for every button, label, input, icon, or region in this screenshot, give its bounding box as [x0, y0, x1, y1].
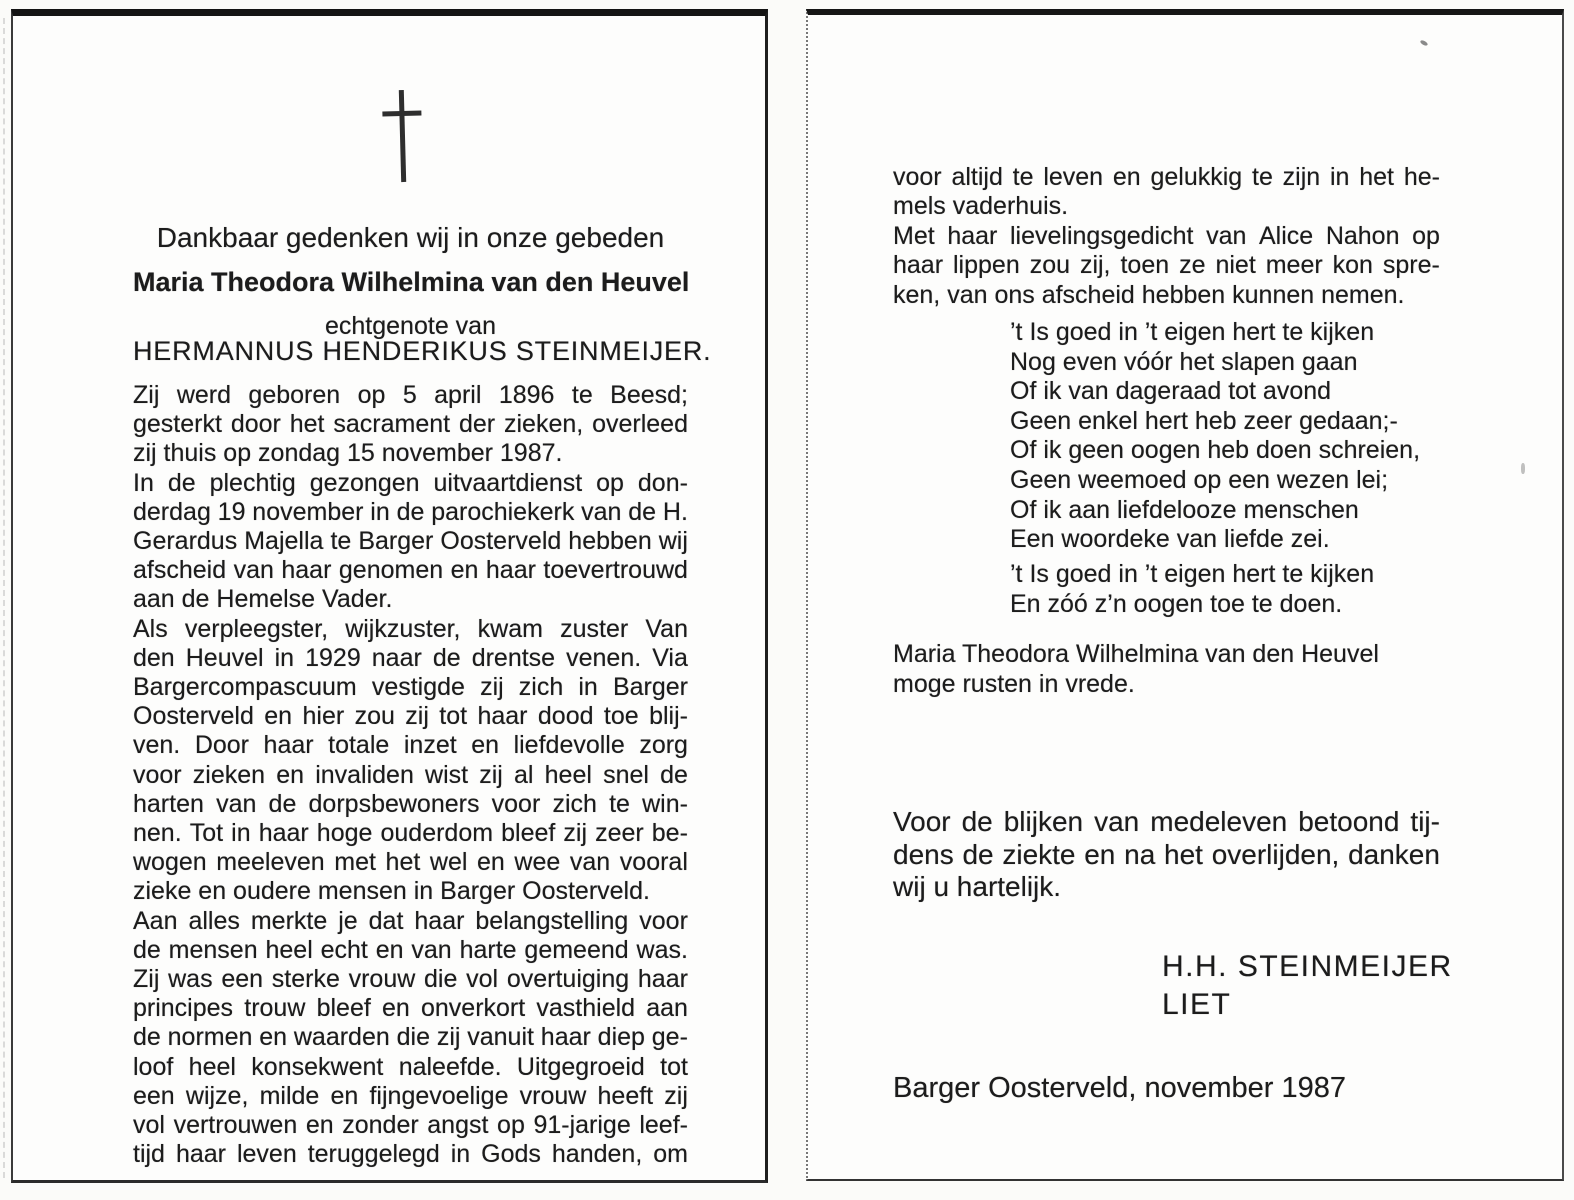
place-and-date: Barger Oosterveld, november 1987: [893, 1072, 1346, 1104]
scan-speck: [1521, 463, 1525, 474]
rest-in-peace-text: Maria Theodora Wilhelmina van den Heuvel moge rusten in vrede.: [893, 640, 1379, 698]
relation-line: echtgenote van: [325, 312, 496, 340]
signature-name-line1: H.H. STEINMEIJER: [1162, 950, 1453, 983]
poem-stanza-1: ’t Is goed in ’t eigen hert te kijken Nog even vóór het slapen gaan Of ik van dageraad tot avond Geen enkel hert heb zeer gedaan;- Of ik geen oogen heb doen schreien, Geen weemoed op een wezen lei; Of ik aan liefdelooze menschen Een woordeke van liefde zei.: [1010, 318, 1421, 554]
intro-line: Dankbaar gedenken wij in onze gebeden: [156, 222, 665, 253]
cross-horizontal-bar: [382, 111, 421, 117]
scan-edge-artifact: [3, 18, 5, 1178]
acknowledgement-text: Voor de blijken van medeleven betoond tij- dens de ziekte en na het overlijden, danken wij u hartelijk.: [893, 806, 1440, 902]
scan-speck: [1420, 39, 1429, 46]
memorial-card-right-page: [806, 9, 1564, 1181]
continuation-text: voor altijd te leven en gelukkig te zijn in het he- mels vaderhuis. Met haar lievelingsgedicht van Alice Nahon op haar lippen zou zij, toen ze niet meer kon spre- ken, van ons afscheid hebben kunnen nemen.: [893, 163, 1440, 309]
latin-cross-icon: [382, 89, 424, 182]
cross-vertical-bar: [399, 90, 406, 182]
poem-stanza-2: ’t Is goed in ’t eigen hert te kijken En zóó z’n oogen toe te doen.: [1010, 560, 1375, 618]
biography-text: Zij werd geboren op 5 april 1896 te Beesd; gesterkt door het sacrament der zieken, overleed zij thuis op zondag 15 november 1987. In de plechtig gezongen uitvaartdienst op don- derdag 19 november in de parochiekerk van de H. Gerardus Majella te Barger Oosterveld hebben wij afscheid van haar genomen en haar toevertrouwd aan de Hemelse Vader. Als verpleegster, wijkzuster, kwam zuster Van den Heuvel in 1929 naar de drentse venen. Via Bargercompascuum vestigde zij zich in Barger Oosterveld en hier zou zij tot haar dood toe blij- ven. Door haar totale inzet en liefdevolle zorg voor zieken en invaliden wist zij al heel snel de harten van de dorpsbewoners voor zich te win- nen. Tot in haar hoge ouderdom bleef zij zeer be- wogen meeleven met het wel en wee van vooral zieke en oudere mensen in Barger Oosterveld. Aan alles merkte je dat haar belangstelling voor de mensen heel echt en van harte gemeend was. Zij was een sterke vrouw die vol overtuiging haar principes trouw bleef en onverkort vasthield aan de normen en waarden die zij vanuit haar diep ge- loof heel konsekwent naleefde. Uitgegroeid tot een wijze, milde en fijngevoelige vrouw heeft zij vol vertrouwen en zonder angst op 91-jarige leef- tijd haar leven teruggelegd in Gods handen, om: [133, 381, 688, 1169]
memorial-card-left-page: [11, 9, 768, 1183]
deceased-name: Maria Theodora Wilhelmina van den Heuvel: [133, 267, 690, 297]
signature-block: [1162, 948, 1453, 1024]
spouse-name: HERMANNUS HENDERIKUS STEINMEIJER.: [133, 336, 712, 366]
signature-name-line2: LIET: [1162, 988, 1232, 1021]
